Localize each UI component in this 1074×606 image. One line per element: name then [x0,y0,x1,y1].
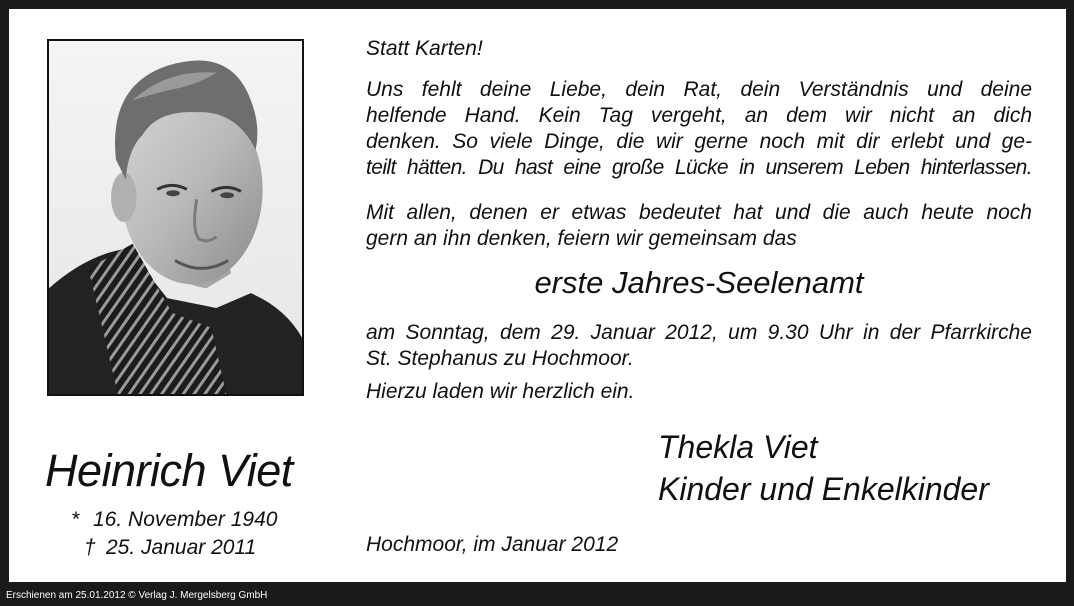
paragraph-1-line: teilt hätten. Du hast eine große Lücke in unserem Leben hinterlassen. [366,156,1032,179]
paragraph-3-line: St. Stephanus zu Hochmoor. [366,347,634,370]
paragraph-2-line: gern an ihn denken, feiern wir gemeinsam das [366,227,797,250]
death-symbol: † [84,536,96,559]
event-title: erste Jahres-Seelenamt [534,265,864,300]
birth-symbol: * [71,508,80,531]
paragraph-2-line: Mit allen, denen er etwas bedeutet hat und die auch heute noch [366,201,1032,224]
paragraph-1-line: Uns fehlt deine Liebe, dein Rat, dein Verständnis und deine [366,78,1032,101]
paragraph-1-line: helfende Hand. Kein Tag vergeht, an dem wir nicht an dich [366,104,1032,127]
notice-heading: Statt Karten! [366,37,483,60]
obituary-card [9,9,1066,582]
place-date: Hochmoor, im Januar 2012 [366,533,619,556]
paragraph-1 [366,77,1032,181]
signature-line-2: Kinder und Enkelkinder [658,471,989,507]
paragraph-3-line: am Sonntag, dem 29. Januar 2012, um 9.30 Uhr in der Pfarrkirche [366,321,1032,344]
invitation-text: Hierzu laden wir herzlich ein. [366,380,635,403]
portrait-illustration [49,41,302,394]
paragraph-1-line: denken. So viele Dinge, die wir gerne noch mit dir erlebt und ge- [366,130,1032,153]
death-date: 25. Januar 2011 [106,536,257,559]
death-date-line [84,536,256,560]
publication-footer: Erschienen am 25.01.2012 © Verlag J. Mergelsberg GmbH [6,590,268,601]
birth-date: 16. November 1940 [93,508,278,531]
deceased-name: Heinrich Viet [45,445,293,496]
paragraph-2 [366,200,1032,252]
signature-line-1: Thekla Viet [658,429,818,465]
paragraph-3 [366,320,1032,372]
portrait-photo [47,39,304,396]
birth-date-line [71,508,277,532]
